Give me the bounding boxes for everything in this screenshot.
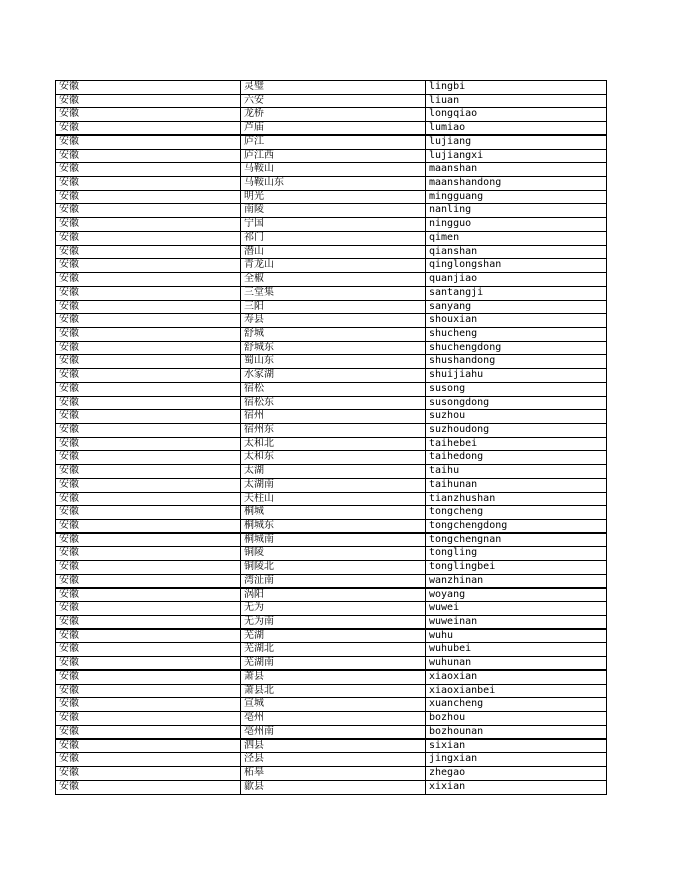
- table-row: [56, 287, 606, 301]
- station-cell[interactable]: 铜陵: [241, 547, 426, 560]
- station-cell[interactable]: 歙县: [241, 781, 426, 795]
- station-cell[interactable]: 泗县: [241, 740, 426, 753]
- province-cell[interactable]: 安徽: [56, 534, 241, 547]
- table-row: [56, 204, 606, 218]
- pinyin-cell[interactable]: wuwei: [429, 602, 460, 614]
- station-cell[interactable]: 太和北: [241, 438, 426, 451]
- province-cell[interactable]: 安徽: [56, 301, 241, 314]
- station-cell[interactable]: 马鞍山东: [241, 177, 426, 190]
- station-cell[interactable]: 芜湖南: [241, 657, 426, 669]
- station-cell[interactable]: 宿州: [241, 410, 426, 423]
- station-cell[interactable]: 舒城: [241, 328, 426, 341]
- pinyin-cell[interactable]: liuan: [429, 94, 460, 106]
- province-cell[interactable]: 安徽: [56, 657, 241, 669]
- table-row: [56, 369, 606, 383]
- province-cell[interactable]: 安徽: [56, 246, 241, 259]
- province-cell[interactable]: 安徽: [56, 342, 241, 355]
- province-cell[interactable]: 安徽: [56, 438, 241, 451]
- pinyin-cell[interactable]: maanshan: [429, 163, 478, 175]
- station-cell[interactable]: 铜陵北: [241, 561, 426, 574]
- table-row: [56, 479, 606, 493]
- table-row: [56, 493, 606, 507]
- table-row: [56, 465, 606, 479]
- table-row: [56, 534, 606, 548]
- station-cell[interactable]: 蜀山东: [241, 355, 426, 368]
- province-cell[interactable]: 安徽: [56, 575, 241, 587]
- table-row: [56, 81, 606, 95]
- table-row: [56, 163, 606, 177]
- province-cell[interactable]: 安徽: [56, 95, 241, 108]
- province-cell[interactable]: 安徽: [56, 493, 241, 506]
- table-row: [56, 177, 606, 191]
- province-cell[interactable]: 安徽: [56, 643, 241, 656]
- station-cell[interactable]: 水家湖: [241, 369, 426, 382]
- pinyin-cell[interactable]: quanjiao: [429, 273, 478, 285]
- pinyin-cell[interactable]: tongchengnan: [429, 533, 502, 545]
- province-cell[interactable]: 安徽: [56, 369, 241, 382]
- table-row: [56, 740, 606, 754]
- pinyin-cell[interactable]: lumiao: [429, 122, 466, 134]
- station-cell[interactable]: 潜山: [241, 246, 426, 259]
- table-row: [56, 424, 606, 438]
- station-cell[interactable]: 萧县: [241, 671, 426, 684]
- pinyin-cell[interactable]: xiaoxian: [429, 670, 478, 682]
- station-cell[interactable]: 六安: [241, 95, 426, 108]
- pinyin-cell[interactable]: wuhunan: [429, 657, 472, 669]
- station-cell[interactable]: 明光: [241, 191, 426, 204]
- pinyin-cell[interactable]: shouxian: [429, 314, 478, 326]
- pinyin-cell[interactable]: wuhu: [429, 629, 454, 641]
- station-cell[interactable]: 灵璧: [241, 81, 426, 94]
- pinyin-cell[interactable]: wuweinan: [429, 616, 478, 628]
- province-cell[interactable]: 安徽: [56, 136, 241, 149]
- pinyin-cell[interactable]: tongchengdong: [429, 520, 508, 531]
- station-cell[interactable]: 桐城: [241, 506, 426, 519]
- pinyin-cell[interactable]: santangji: [429, 286, 484, 298]
- table-row: [56, 712, 606, 726]
- pinyin-cell[interactable]: taihunan: [429, 478, 478, 490]
- station-cell[interactable]: 泾县: [241, 753, 426, 766]
- province-cell[interactable]: 安徽: [56, 273, 241, 286]
- station-cell[interactable]: 马鞍山: [241, 163, 426, 176]
- province-cell[interactable]: 安徽: [56, 163, 241, 176]
- pinyin-cell[interactable]: susongdong: [429, 396, 490, 408]
- pinyin-cell[interactable]: maanshandong: [429, 177, 502, 189]
- province-cell[interactable]: 安徽: [56, 740, 241, 753]
- province-cell[interactable]: 安徽: [56, 314, 241, 327]
- pinyin-cell[interactable]: xuancheng: [429, 698, 484, 710]
- station-cell[interactable]: 全椒: [241, 273, 426, 286]
- table-row: [56, 273, 606, 287]
- pinyin-cell[interactable]: wanzhinan: [429, 574, 484, 586]
- station-cell[interactable]: 亳州南: [241, 726, 426, 738]
- station-cell[interactable]: 龙桥: [241, 108, 426, 121]
- pinyin-cell[interactable]: qianshan: [429, 245, 478, 257]
- pinyin-cell[interactable]: tianzhushan: [429, 492, 496, 504]
- table-row: [56, 438, 606, 452]
- province-cell[interactable]: 安徽: [56, 726, 241, 738]
- pinyin-cell[interactable]: ningguo: [429, 218, 472, 230]
- province-cell[interactable]: 安徽: [56, 259, 241, 272]
- pinyin-cell[interactable]: mingguang: [429, 190, 484, 202]
- table-row: [56, 616, 606, 630]
- station-cell[interactable]: 祁门: [241, 232, 426, 245]
- table-row: [56, 259, 606, 273]
- station-cell[interactable]: 亳州: [241, 712, 426, 725]
- pinyin-cell[interactable]: zhegao: [429, 766, 466, 778]
- province-cell[interactable]: 安徽: [56, 397, 241, 410]
- table-row: [56, 657, 606, 671]
- province-cell[interactable]: 安徽: [56, 671, 241, 684]
- station-cell[interactable]: 宣城: [241, 698, 426, 711]
- station-cell[interactable]: 柘皋: [241, 767, 426, 780]
- pinyin-cell[interactable]: taihedong: [429, 451, 484, 463]
- pinyin-cell[interactable]: suzhou: [429, 410, 466, 422]
- pinyin-cell[interactable]: sanyang: [429, 300, 472, 312]
- province-cell[interactable]: 安徽: [56, 630, 241, 643]
- table-row: [56, 122, 606, 136]
- table-row: [56, 246, 606, 260]
- station-table-body: [56, 81, 606, 794]
- table-row: [56, 383, 606, 397]
- province-cell[interactable]: 安徽: [56, 465, 241, 478]
- table-row: [56, 136, 606, 150]
- table-row: [56, 589, 606, 603]
- pinyin-cell[interactable]: taihu: [429, 465, 460, 477]
- province-cell[interactable]: 安徽: [56, 753, 241, 766]
- table-row: [56, 218, 606, 232]
- table-row: [56, 95, 606, 109]
- pinyin-cell[interactable]: tongling: [429, 547, 478, 559]
- station-cell[interactable]: 三堂集: [241, 287, 426, 300]
- table-row: [56, 191, 606, 205]
- station-cell[interactable]: 太湖南: [241, 479, 426, 492]
- station-cell[interactable]: 宿州东: [241, 424, 426, 437]
- table-row: [56, 671, 606, 685]
- table-row: [56, 342, 606, 356]
- pinyin-cell[interactable]: lujiang: [429, 135, 472, 147]
- province-cell[interactable]: 安徽: [56, 685, 241, 698]
- pinyin-cell[interactable]: wuhubei: [429, 643, 472, 655]
- table-row: [56, 685, 606, 699]
- station-cell[interactable]: 宁国: [241, 218, 426, 231]
- station-cell[interactable]: 南陵: [241, 204, 426, 217]
- province-cell[interactable]: 安徽: [56, 781, 241, 795]
- table-row: [56, 232, 606, 246]
- pinyin-cell[interactable]: nanling: [429, 204, 472, 216]
- province-cell[interactable]: 安徽: [56, 698, 241, 711]
- pinyin-cell[interactable]: lujiangxi: [429, 149, 484, 161]
- table-row: [56, 314, 606, 328]
- province-cell[interactable]: 安徽: [56, 122, 241, 134]
- province-cell[interactable]: 安徽: [56, 232, 241, 245]
- province-cell[interactable]: 安徽: [56, 410, 241, 423]
- pinyin-cell[interactable]: bozhou: [429, 712, 466, 724]
- station-table: [55, 80, 607, 795]
- table-row: [56, 520, 606, 534]
- province-cell[interactable]: 安徽: [56, 81, 241, 94]
- pinyin-cell[interactable]: taihebei: [429, 437, 478, 449]
- station-cell[interactable]: 庐江西: [241, 150, 426, 163]
- province-cell[interactable]: 安徽: [56, 150, 241, 163]
- station-cell[interactable]: 萧县北: [241, 685, 426, 698]
- pinyin-cell[interactable]: qinglongshan: [429, 259, 502, 271]
- province-cell[interactable]: 安徽: [56, 204, 241, 217]
- table-row: [56, 753, 606, 767]
- province-cell[interactable]: 安徽: [56, 767, 241, 780]
- table-row: [56, 726, 606, 740]
- pinyin-cell[interactable]: jingxian: [429, 753, 478, 765]
- province-cell[interactable]: 安徽: [56, 712, 241, 725]
- table-row: [56, 630, 606, 644]
- pinyin-cell[interactable]: tonglingbei: [429, 561, 496, 573]
- pinyin-cell[interactable]: shucheng: [429, 327, 478, 339]
- province-cell[interactable]: 安徽: [56, 506, 241, 519]
- province-cell[interactable]: 安徽: [56, 287, 241, 300]
- pinyin-cell[interactable]: sixian: [429, 739, 466, 751]
- pinyin-cell[interactable]: shuijiahu: [429, 369, 484, 381]
- pinyin-cell[interactable]: qimen: [429, 231, 460, 243]
- table-row: [56, 643, 606, 657]
- pinyin-cell[interactable]: tongcheng: [429, 506, 484, 518]
- station-cell[interactable]: 涡阳: [241, 589, 426, 602]
- station-cell[interactable]: 青龙山: [241, 259, 426, 272]
- pinyin-cell[interactable]: susong: [429, 382, 466, 394]
- province-cell[interactable]: 安徽: [56, 108, 241, 121]
- table-row: [56, 698, 606, 712]
- pinyin-cell[interactable]: lingbi: [429, 81, 466, 92]
- station-cell[interactable]: 桐城南: [241, 534, 426, 547]
- province-cell[interactable]: 安徽: [56, 355, 241, 368]
- table-row: [56, 410, 606, 424]
- pinyin-cell[interactable]: bozhounan: [429, 725, 484, 737]
- pinyin-cell[interactable]: suzhoudong: [429, 423, 490, 435]
- province-cell[interactable]: 安徽: [56, 383, 241, 396]
- table-row: [56, 301, 606, 315]
- province-cell[interactable]: 安徽: [56, 547, 241, 560]
- station-cell[interactable]: 三阳: [241, 301, 426, 314]
- province-cell[interactable]: 安徽: [56, 328, 241, 341]
- station-cell[interactable]: 芜湖: [241, 630, 426, 643]
- table-row: [56, 575, 606, 589]
- province-cell[interactable]: 安徽: [56, 218, 241, 231]
- province-cell[interactable]: 安徽: [56, 451, 241, 464]
- table-row: [56, 602, 606, 616]
- station-cell[interactable]: 宿松: [241, 383, 426, 396]
- province-cell[interactable]: 安徽: [56, 602, 241, 615]
- pinyin-cell[interactable]: shuchengdong: [429, 341, 502, 353]
- station-cell[interactable]: 芜湖北: [241, 643, 426, 656]
- table-row: [56, 767, 606, 781]
- table-row: [56, 781, 606, 795]
- station-cell[interactable]: 舒城东: [241, 342, 426, 355]
- province-cell[interactable]: 安徽: [56, 177, 241, 190]
- table-row: [56, 547, 606, 561]
- table-row: [56, 108, 606, 122]
- province-cell[interactable]: 安徽: [56, 561, 241, 574]
- station-cell[interactable]: 太湖: [241, 465, 426, 478]
- province-cell[interactable]: 安徽: [56, 589, 241, 602]
- station-cell[interactable]: 湾沚南: [241, 575, 426, 587]
- province-cell[interactable]: 安徽: [56, 616, 241, 628]
- station-cell[interactable]: 无为南: [241, 616, 426, 628]
- province-cell[interactable]: 安徽: [56, 520, 241, 532]
- station-cell[interactable]: 宿松东: [241, 397, 426, 410]
- province-cell[interactable]: 安徽: [56, 191, 241, 204]
- pinyin-cell[interactable]: woyang: [429, 588, 466, 600]
- province-cell[interactable]: 安徽: [56, 479, 241, 492]
- table-row: [56, 451, 606, 465]
- pinyin-cell[interactable]: longqiao: [429, 108, 478, 120]
- table-row: [56, 328, 606, 342]
- table-row: [56, 506, 606, 520]
- pinyin-cell[interactable]: shushandong: [429, 355, 496, 367]
- table-row: [56, 150, 606, 164]
- table-row: [56, 561, 606, 575]
- station-cell[interactable]: 芦庙: [241, 122, 426, 134]
- pinyin-cell[interactable]: xixian: [429, 780, 466, 792]
- station-cell[interactable]: 寿县: [241, 314, 426, 327]
- station-cell[interactable]: 庐江: [241, 136, 426, 149]
- station-cell[interactable]: 天柱山: [241, 493, 426, 506]
- station-cell[interactable]: 无为: [241, 602, 426, 615]
- station-cell[interactable]: 桐城东: [241, 520, 426, 532]
- pinyin-cell[interactable]: xiaoxianbei: [429, 684, 496, 696]
- table-row: [56, 397, 606, 411]
- station-cell[interactable]: 太和东: [241, 451, 426, 464]
- province-cell[interactable]: 安徽: [56, 424, 241, 437]
- table-row: [56, 355, 606, 369]
